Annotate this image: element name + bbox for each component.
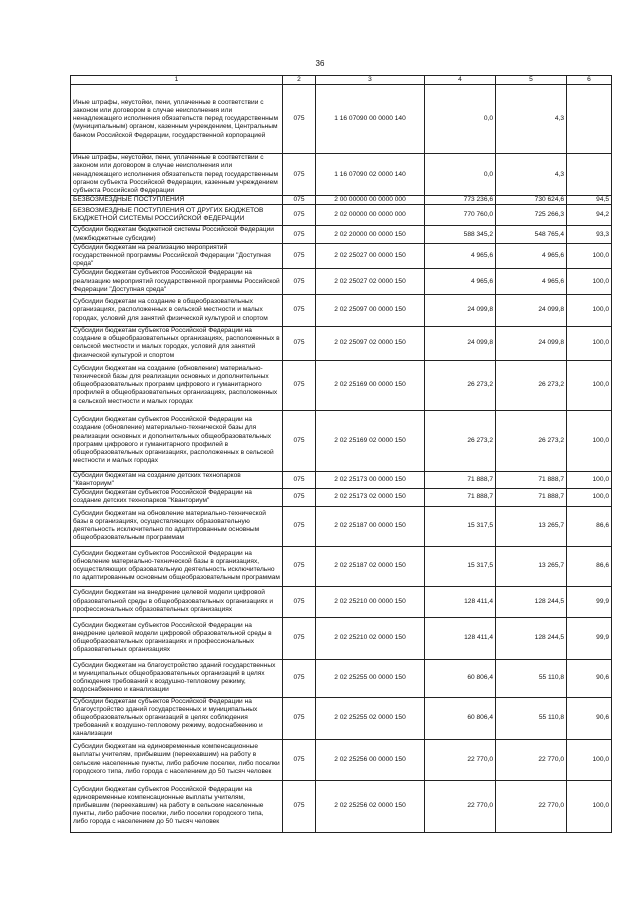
row-budget-code: 2 02 25256 02 0000 150: [316, 780, 425, 832]
row-name: Субсидии бюджетам на создание в общеобразовательных организациях, расположенных в сельской местности и малых городах, условий для занятий физической культурой и спортом: [71, 295, 283, 327]
row-fact-value: 71 888,7: [496, 489, 567, 506]
row-fact-value: 730 624,6: [496, 196, 567, 205]
row-percent: 94,5: [567, 196, 612, 205]
row-budget-code: 2 02 25097 02 0000 150: [316, 327, 425, 361]
column-header: 3: [316, 76, 425, 85]
row-name: Субсидии бюджетам субъектов Российской Федерации на создание в общеобразовательных организациях, расположенных в сельской местности и малых городах, условий для занятий физической культурой и спортом: [71, 327, 283, 361]
row-plan-value: 26 273,2: [425, 410, 496, 471]
row-fact-value: 13 265,7: [496, 546, 567, 586]
table-row: [71, 780, 612, 832]
table-row: [71, 586, 612, 617]
row-fact-value: 128 244,5: [496, 617, 567, 659]
row-percent: 90,6: [567, 659, 612, 697]
row-fact-value: 55 110,8: [496, 659, 567, 697]
row-plan-value: 24 099,8: [425, 327, 496, 361]
row-name: Субсидии бюджетам субъектов Российской Федерации на реализацию мероприятий государственной программы Российской Федерации "Доступная среда": [71, 269, 283, 295]
row-fact-value: 55 110,8: [496, 697, 567, 739]
row-plan-value: 60 806,4: [425, 697, 496, 739]
row-fact-value: 24 099,8: [496, 295, 567, 327]
row-plan-value: 128 411,4: [425, 586, 496, 617]
row-admin-code: 075: [283, 586, 316, 617]
table-row: [71, 154, 612, 196]
row-fact-value: 26 273,2: [496, 360, 567, 410]
table-row: [71, 226, 612, 243]
row-fact-value: 4 965,6: [496, 269, 567, 295]
row-percent: [567, 85, 612, 154]
row-fact-value: 26 273,2: [496, 410, 567, 471]
row-name: Субсидии бюджетам на создание детских технопарков "Кванториум": [71, 471, 283, 488]
row-fact-value: 13 265,7: [496, 506, 567, 546]
row-plan-value: 0,0: [425, 154, 496, 196]
row-admin-code: 075: [283, 739, 316, 780]
table-row: [71, 697, 612, 739]
column-header: 6: [567, 76, 612, 85]
row-fact-value: 22 770,0: [496, 780, 567, 832]
budget-table: [70, 75, 612, 833]
row-percent: 100,0: [567, 489, 612, 506]
row-percent: 90,6: [567, 697, 612, 739]
table-row: [71, 269, 612, 295]
row-admin-code: 075: [283, 327, 316, 361]
table-row: [71, 471, 612, 488]
row-percent: 100,0: [567, 410, 612, 471]
row-plan-value: 22 770,0: [425, 780, 496, 832]
row-budget-code: 2 02 20000 00 0000 150: [316, 226, 425, 243]
row-budget-code: 2 02 25210 02 0000 150: [316, 617, 425, 659]
row-plan-value: 0,0: [425, 85, 496, 154]
row-percent: 100,0: [567, 780, 612, 832]
row-budget-code: 2 02 25027 02 0000 150: [316, 269, 425, 295]
row-name: Субсидии бюджетам субъектов Российской Федерации на единовременные компенсационные выплаты учителям, прибывшим (переехавшим) на работу в сельские населенные пункты, либо рабочие поселки, либо поселки городского типа, либо города с населением до 50 тысяч человек: [71, 780, 283, 832]
row-budget-code: 2 02 25256 00 0000 150: [316, 739, 425, 780]
row-budget-code: 2 02 25210 00 0000 150: [316, 586, 425, 617]
table-row: [71, 617, 612, 659]
row-admin-code: 075: [283, 205, 316, 226]
table-row: [71, 85, 612, 154]
row-percent: 100,0: [567, 471, 612, 488]
row-plan-value: 60 806,4: [425, 659, 496, 697]
row-budget-code: 1 16 07090 02 0000 140: [316, 154, 425, 196]
row-budget-code: 2 02 25173 02 0000 150: [316, 489, 425, 506]
row-name: Иные штрафы, неустойки, пени, уплаченные в соответствии с законом или договором в случае неисполнения или ненадлежащего исполнения обязательств перед государственным (муниципальным) органом, казенным учреждением, Центральным банком Российской Федерации, государственной корпорацией: [71, 85, 283, 154]
row-budget-code: 1 16 07090 00 0000 140: [316, 85, 425, 154]
row-fact-value: 4,3: [496, 85, 567, 154]
row-plan-value: 773 236,6: [425, 196, 496, 205]
row-admin-code: 075: [283, 295, 316, 327]
row-fact-value: 4 965,6: [496, 243, 567, 269]
row-name: Субсидии бюджетам субъектов Российской Федерации на внедрение целевой модели цифровой образовательной среды в общеобразовательных организациях и профессиональных образовательных организациях: [71, 617, 283, 659]
row-percent: 100,0: [567, 327, 612, 361]
row-admin-code: 075: [283, 471, 316, 488]
row-name: Субсидии бюджетам на единовременные компенсационные выплаты учителям, прибывшим (переехавшим) на работу в сельские населенные пункты, либо рабочие поселки, либо поселки городского типа, либо города с населением до 50 тысяч человек: [71, 739, 283, 780]
row-name: Субсидии бюджетам на создание (обновление) материально-технической базы для реализации основных и дополнительных общеобразовательных программ цифрового и гуманитарного профилей в общеобразовательных организациях, расположенных в сельской местности и малых городах: [71, 360, 283, 410]
row-plan-value: 26 273,2: [425, 360, 496, 410]
row-budget-code: 2 02 25097 00 0000 150: [316, 295, 425, 327]
column-header: 1: [71, 76, 283, 85]
row-plan-value: 4 965,6: [425, 243, 496, 269]
row-budget-code: 2 02 25027 00 0000 150: [316, 243, 425, 269]
row-budget-code: 2 02 25255 02 0000 150: [316, 697, 425, 739]
row-budget-code: 2 02 25173 00 0000 150: [316, 471, 425, 488]
row-plan-value: 770 760,0: [425, 205, 496, 226]
column-header: 2: [283, 76, 316, 85]
row-fact-value: 24 099,8: [496, 327, 567, 361]
row-admin-code: 075: [283, 226, 316, 243]
table-row: [71, 327, 612, 361]
row-name: Субсидии бюджетам субъектов Российской Федерации на благоустройство зданий государственных и муниципальных общеобразовательных организаций в целях соблюдения требований к воздушно-тепловому режиму, водоснабжению и канализации: [71, 697, 283, 739]
row-percent: 86,6: [567, 546, 612, 586]
column-header: 4: [425, 76, 496, 85]
row-fact-value: 128 244,5: [496, 586, 567, 617]
row-plan-value: 588 345,2: [425, 226, 496, 243]
row-admin-code: 075: [283, 697, 316, 739]
row-name: Субсидии бюджетам на обновление материально-технической базы в организациях, осуществляющих образовательную деятельность исключительно по адаптированным основным общеобразовательным программам: [71, 506, 283, 546]
row-name: БЕЗВОЗМЕЗДНЫЕ ПОСТУПЛЕНИЯ: [71, 196, 283, 205]
row-admin-code: 075: [283, 617, 316, 659]
row-fact-value: 71 888,7: [496, 471, 567, 488]
row-plan-value: 15 317,5: [425, 506, 496, 546]
row-percent: 94,2: [567, 205, 612, 226]
row-percent: 100,0: [567, 360, 612, 410]
row-percent: 99,9: [567, 617, 612, 659]
column-header: 5: [496, 76, 567, 85]
row-admin-code: 075: [283, 196, 316, 205]
row-percent: 100,0: [567, 295, 612, 327]
row-plan-value: 22 770,0: [425, 739, 496, 780]
row-budget-code: 2 02 25169 00 0000 150: [316, 360, 425, 410]
row-plan-value: 4 965,6: [425, 269, 496, 295]
row-name: Субсидии бюджетам на внедрение целевой модели цифровой образовательной среды в общеобразовательных организациях и профессиональных образовательных организациях: [71, 586, 283, 617]
row-plan-value: 128 411,4: [425, 617, 496, 659]
page-number: 36: [315, 59, 325, 68]
table-row: [71, 196, 612, 205]
table-row: [71, 506, 612, 546]
row-percent: 99,9: [567, 586, 612, 617]
row-name: БЕЗВОЗМЕЗДНЫЕ ПОСТУПЛЕНИЯ ОТ ДРУГИХ БЮДЖЕТОВ БЮДЖЕТНОЙ СИСТЕМЫ РОССИЙСКОЙ ФЕДЕРАЦИИ: [71, 205, 283, 226]
row-admin-code: 075: [283, 780, 316, 832]
row-plan-value: 71 888,7: [425, 489, 496, 506]
row-admin-code: 075: [283, 410, 316, 471]
row-name: Субсидии бюджетам на благоустройство зданий государственных и муниципальных общеобразовательных организаций в целях соблюдения требований к воздушно-тепловому режиму, водоснабжению и канализации: [71, 659, 283, 697]
table-row: [71, 360, 612, 410]
row-admin-code: 075: [283, 269, 316, 295]
row-admin-code: 075: [283, 546, 316, 586]
table-row: [71, 659, 612, 697]
table-row: [71, 295, 612, 327]
header-row: [71, 76, 612, 85]
row-admin-code: 075: [283, 659, 316, 697]
row-admin-code: 075: [283, 243, 316, 269]
row-name: Субсидии бюджетам субъектов Российской Федерации на обновление материально-технической базы в организациях, осуществляющих образовательную деятельность исключительно по адаптированным основным общеобразовательным программам: [71, 546, 283, 586]
row-fact-value: 4,3: [496, 154, 567, 196]
row-fact-value: 22 770,0: [496, 739, 567, 780]
row-plan-value: 71 888,7: [425, 471, 496, 488]
row-budget-code: 2 02 25187 02 0000 150: [316, 546, 425, 586]
row-percent: 93,3: [567, 226, 612, 243]
row-percent: 100,0: [567, 269, 612, 295]
table-row: [71, 739, 612, 780]
row-budget-code: 2 02 25255 00 0000 150: [316, 659, 425, 697]
row-percent: 100,0: [567, 243, 612, 269]
row-name: Субсидии бюджетам субъектов Российской Федерации на создание (обновление) материально-технической базы для реализации основных и дополнительных общеобразовательных программ цифрового и гуманитарного профилей в общеобразовательных организациях, расположенных в сельской местности и малых городах: [71, 410, 283, 471]
row-fact-value: 548 765,4: [496, 226, 567, 243]
row-plan-value: 15 317,5: [425, 546, 496, 586]
row-budget-code: 2 02 25169 02 0000 150: [316, 410, 425, 471]
row-plan-value: 24 099,8: [425, 295, 496, 327]
row-fact-value: 725 266,3: [496, 205, 567, 226]
row-name: Иные штрафы, неустойки, пени, уплаченные в соответствии с законом или договором в случае неисполнения или ненадлежащего исполнения обязательств перед государственным органом субъекта Российской Федерации, казенным учреждением субъекта Российской Федерации: [71, 154, 283, 196]
row-admin-code: 075: [283, 85, 316, 154]
table-row: [71, 489, 612, 506]
row-admin-code: 075: [283, 360, 316, 410]
row-budget-code: 2 02 00000 00 0000 000: [316, 205, 425, 226]
table-row: [71, 546, 612, 586]
row-admin-code: 075: [283, 506, 316, 546]
table-row: [71, 243, 612, 269]
row-budget-code: 2 00 00000 00 0000 000: [316, 196, 425, 205]
row-name: Субсидии бюджетам бюджетной системы Российской Федерации (межбюджетные субсидии): [71, 226, 283, 243]
row-percent: [567, 154, 612, 196]
table-row: [71, 410, 612, 471]
row-percent: 100,0: [567, 739, 612, 780]
row-percent: 86,6: [567, 506, 612, 546]
row-name: Субсидии бюджетам субъектов Российской Федерации на создание детских технопарков "Кванториум": [71, 489, 283, 506]
table-row: [71, 205, 612, 226]
row-admin-code: 075: [283, 489, 316, 506]
row-name: Субсидии бюджетам на реализацию мероприятий государственной программы Российской Федерации "Доступная среда": [71, 243, 283, 269]
row-admin-code: 075: [283, 154, 316, 196]
row-budget-code: 2 02 25187 00 0000 150: [316, 506, 425, 546]
